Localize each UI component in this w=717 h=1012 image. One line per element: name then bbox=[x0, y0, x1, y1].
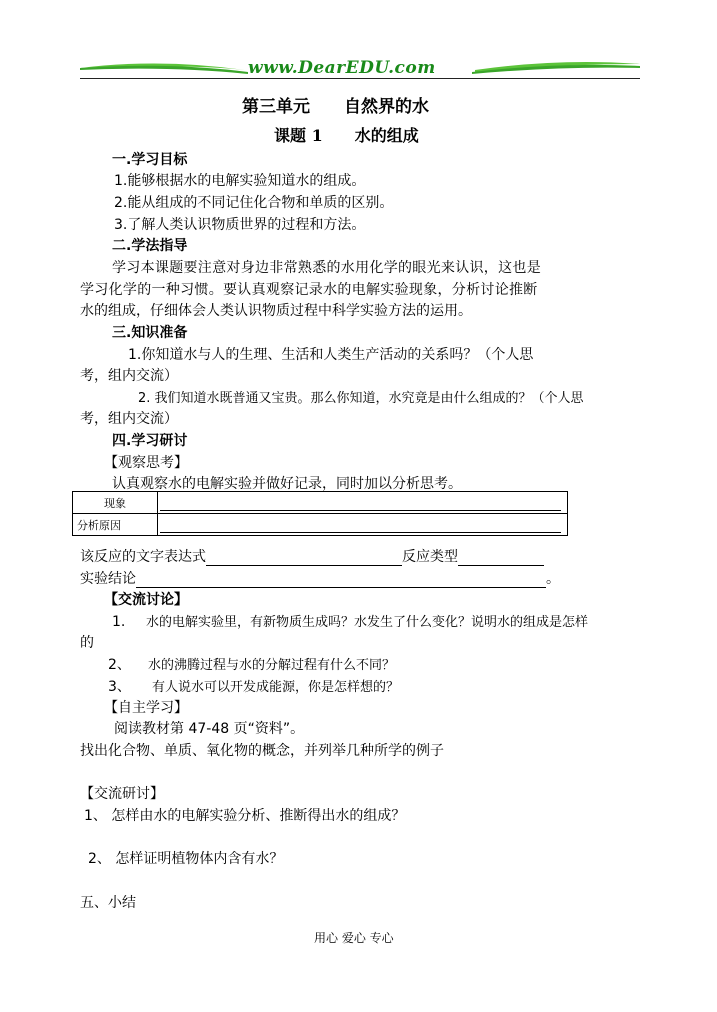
table-cell-label: 现象 bbox=[73, 492, 158, 514]
reaction-type-blank[interactable] bbox=[458, 551, 544, 566]
conclusion-blank[interactable] bbox=[136, 573, 546, 588]
question-line: 1.你知道水与人的生理、生活和人类生产活动的关系吗？（个人思 bbox=[128, 347, 534, 363]
discuss-item bbox=[112, 611, 588, 630]
research-item: 1、 怎样由水的电解实验分析、推断得出水的组成？ bbox=[84, 808, 406, 824]
discuss-text: 水的电解实验里，有新物质生成吗？水发生了什么变化？说明水的组成是怎样 bbox=[146, 615, 589, 630]
self-study-task: 找出化合物、单质、氧化物的概念，并列举几种所学的例子 bbox=[80, 743, 444, 759]
table-row bbox=[73, 492, 568, 514]
reaction-type-label: 反应类型 bbox=[402, 549, 458, 565]
question-line: 考，组内交流） bbox=[80, 411, 178, 427]
header-rule bbox=[80, 78, 640, 79]
page-footer: 用心 爱心 专心 bbox=[314, 931, 394, 945]
discuss-item bbox=[108, 676, 399, 696]
conclusion-row bbox=[80, 568, 560, 588]
question-line: 2. 我们知道水既普通又宝贵。那么你知道，水究竟是由什么组成的？（个人思 bbox=[138, 391, 584, 406]
table-cell-input[interactable] bbox=[158, 492, 568, 514]
question-line: 考，组内交流） bbox=[80, 368, 178, 384]
section-heading: 三.知识准备 bbox=[112, 325, 188, 341]
paragraph-line: 学习本课题要注意对身边非常熟悉的水用化学的眼光来认识，这也是 bbox=[112, 260, 541, 276]
section-heading: 五、小结 bbox=[80, 895, 136, 911]
observe-tag: 【观察思考】 bbox=[104, 455, 188, 471]
expression-label: 该反应的文字表达式 bbox=[80, 549, 206, 565]
discuss-cont: 的 bbox=[80, 635, 94, 651]
paragraph-line: 学习化学的一种习惯。要认真观察记录水的电解实验现象，分析讨论推断 bbox=[80, 282, 538, 298]
research-tag: 【交流研讨】 bbox=[80, 786, 164, 802]
self-study-read: 阅读教材第 47-48 页“资料”。 bbox=[114, 721, 305, 737]
list-item: 2.能从组成的不同记住化合物和单质的区别。 bbox=[114, 195, 394, 211]
table-row bbox=[73, 514, 568, 536]
discuss-num: 1. bbox=[112, 614, 126, 630]
list-item: 3.了解人类认识物质世界的过程和方法。 bbox=[114, 217, 366, 233]
discuss-num: 3、 bbox=[108, 679, 131, 695]
observe-text: 认真观察水的电解实验并做好记录，同时加以分析思考。 bbox=[112, 476, 462, 492]
expression-row bbox=[80, 546, 544, 566]
discuss-item bbox=[108, 654, 395, 674]
conclusion-label: 实验结论 bbox=[80, 571, 136, 587]
self-study-tag: 【自主学习】 bbox=[104, 700, 188, 716]
table-cell-input[interactable] bbox=[158, 514, 568, 536]
record-table bbox=[72, 491, 568, 536]
page-title: 第三单元 自然界的水 bbox=[242, 97, 429, 117]
table-cell-label: 分析原因 bbox=[73, 514, 158, 536]
discuss-tag: 【交流讨论】 bbox=[104, 592, 188, 608]
site-banner: www.DearEDU.com bbox=[248, 58, 436, 78]
discuss-num: 2、 bbox=[108, 657, 131, 673]
section-heading: 二.学法指导 bbox=[112, 238, 188, 254]
research-item: 2、 怎样证明植物体内含有水？ bbox=[88, 851, 284, 867]
paragraph-line: 水的组成，仔细体会人类认识物质过程中科学实验方法的运用。 bbox=[80, 303, 472, 319]
discuss-text: 水的沸腾过程与水的分解过程有什么不同？ bbox=[148, 658, 396, 673]
section-heading: 一.学习目标 bbox=[112, 152, 188, 168]
discuss-text: 有人说水可以开发成能源，你是怎样想的？ bbox=[152, 680, 400, 695]
page-subtitle: 课题 1 水的组成 bbox=[274, 126, 419, 145]
section-heading: 四.学习研讨 bbox=[112, 433, 188, 449]
conclusion-end: 。 bbox=[546, 571, 560, 587]
list-item: 1.能够根据水的电解实验知道水的组成。 bbox=[114, 173, 366, 189]
expression-blank[interactable] bbox=[206, 551, 402, 566]
